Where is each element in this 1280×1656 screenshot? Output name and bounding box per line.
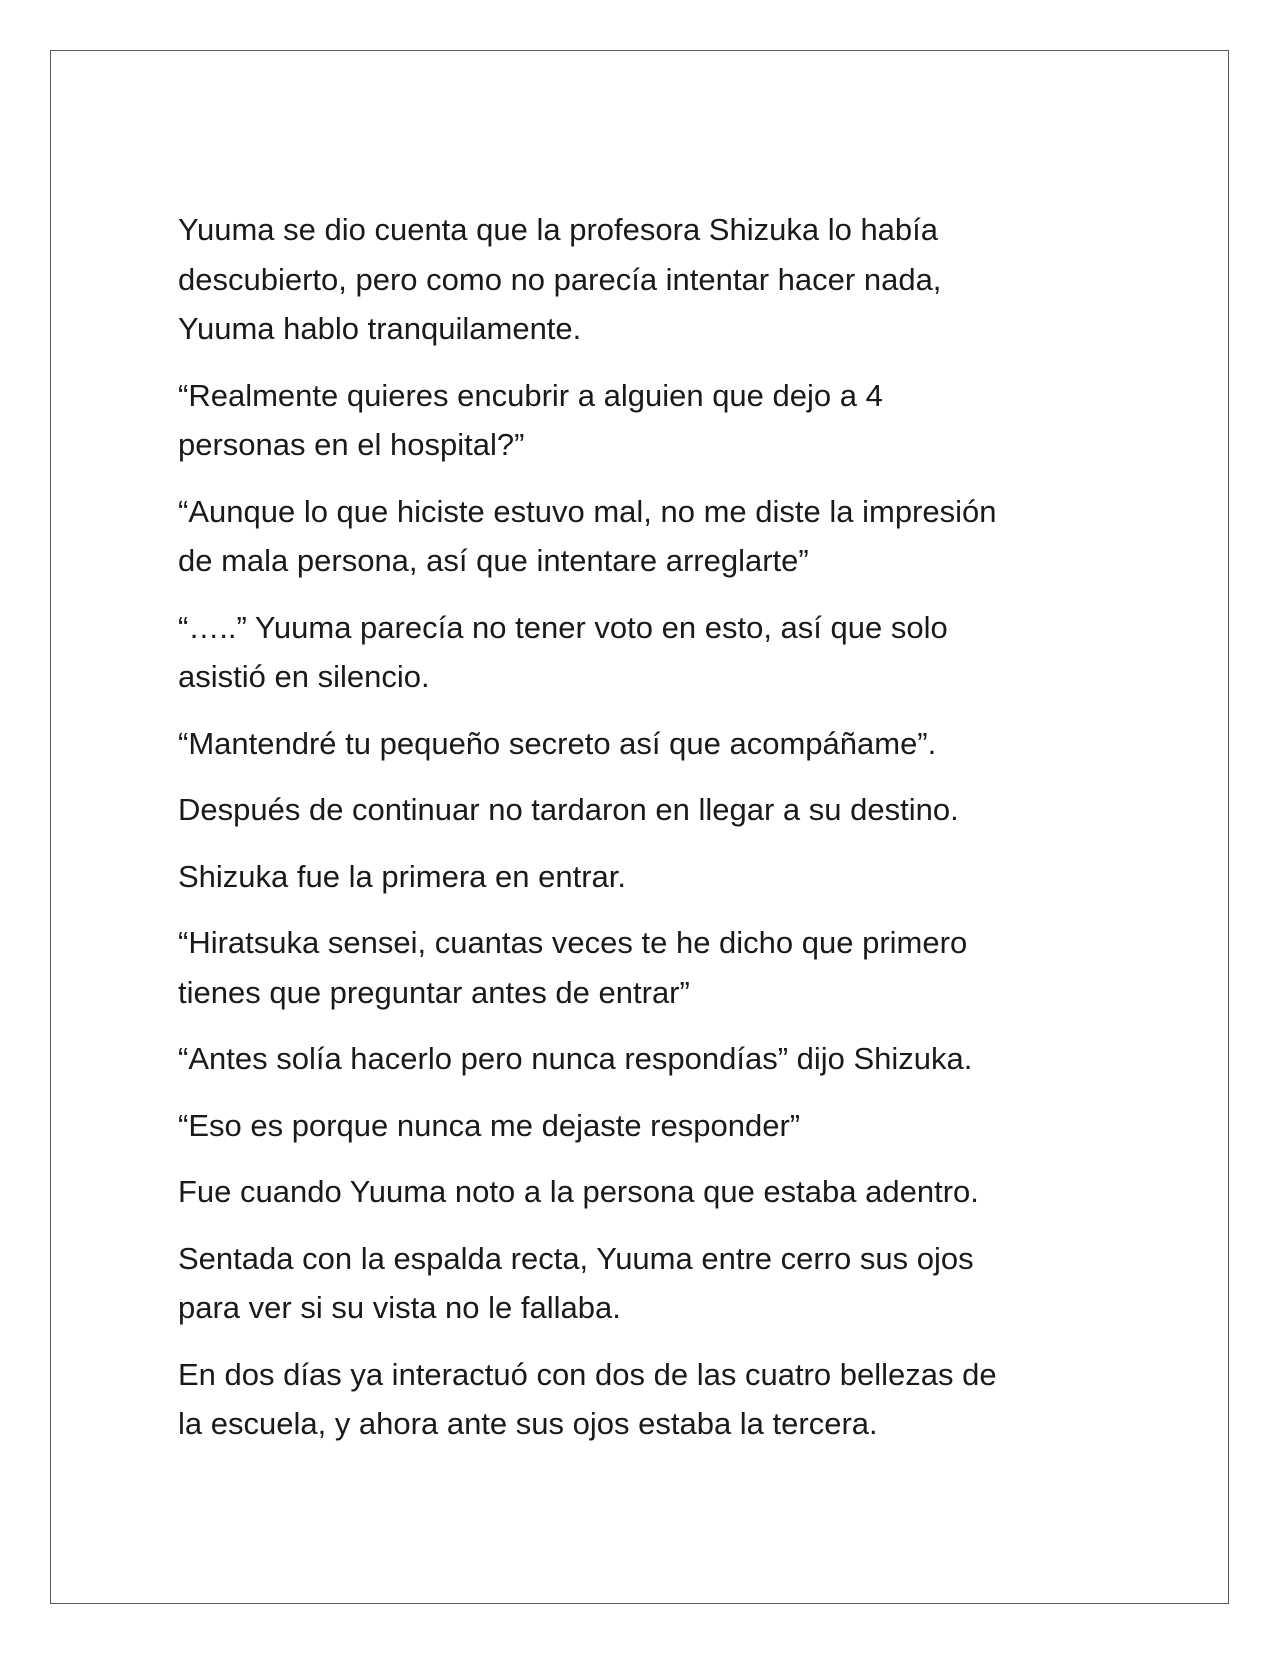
paragraph: Fue cuando Yuuma noto a la persona que estaba adentro.: [178, 1174, 979, 1209]
paragraph: En dos días ya interactuó con dos de las cuatro bellezas de la escuela, y ahora ante sus ojos estaba la tercera.: [178, 1356, 997, 1441]
paragraph: “Hiratsuka sensei, cuantas veces te he dicho que primero tienes que preguntar antes de entrar”: [178, 925, 968, 1010]
paragraph: “…..” Yuuma parecía no tener voto en esto, así que solo asistió en silencio.: [178, 609, 948, 694]
paragraph: “Antes solía hacerlo pero nunca respondías” dijo Shizuka.: [178, 1041, 973, 1076]
paragraph: Después de continuar no tardaron en llegar a su destino.: [178, 792, 959, 827]
paragraph: “Mantendré tu pequeño secreto así que acompáñame”.: [178, 725, 937, 761]
paragraph: “Eso es porque nunca me dejaste responder”: [178, 1107, 801, 1143]
paragraph: “Realmente quieres encubrir a alguien que dejo a 4 personas en el hospital?”: [178, 377, 883, 462]
paragraph: Sentada con la espalda recta, Yuuma entre cerro sus ojos para ver si su vista no le fallaba.: [178, 1240, 974, 1325]
paragraph: “Aunque lo que hiciste estuvo mal, no me diste la impresión de mala persona, así que intentare arreglarte”: [178, 493, 997, 578]
paragraph: Shizuka fue la primera en entrar.: [178, 858, 627, 894]
paragraph: Yuuma se dio cuenta que la profesora Shizuka lo había descubierto, pero como no parecía intentar hacer nada, Yuuma hablo tranquilamente.: [178, 212, 942, 346]
document-body: [178, 205, 1118, 1466]
